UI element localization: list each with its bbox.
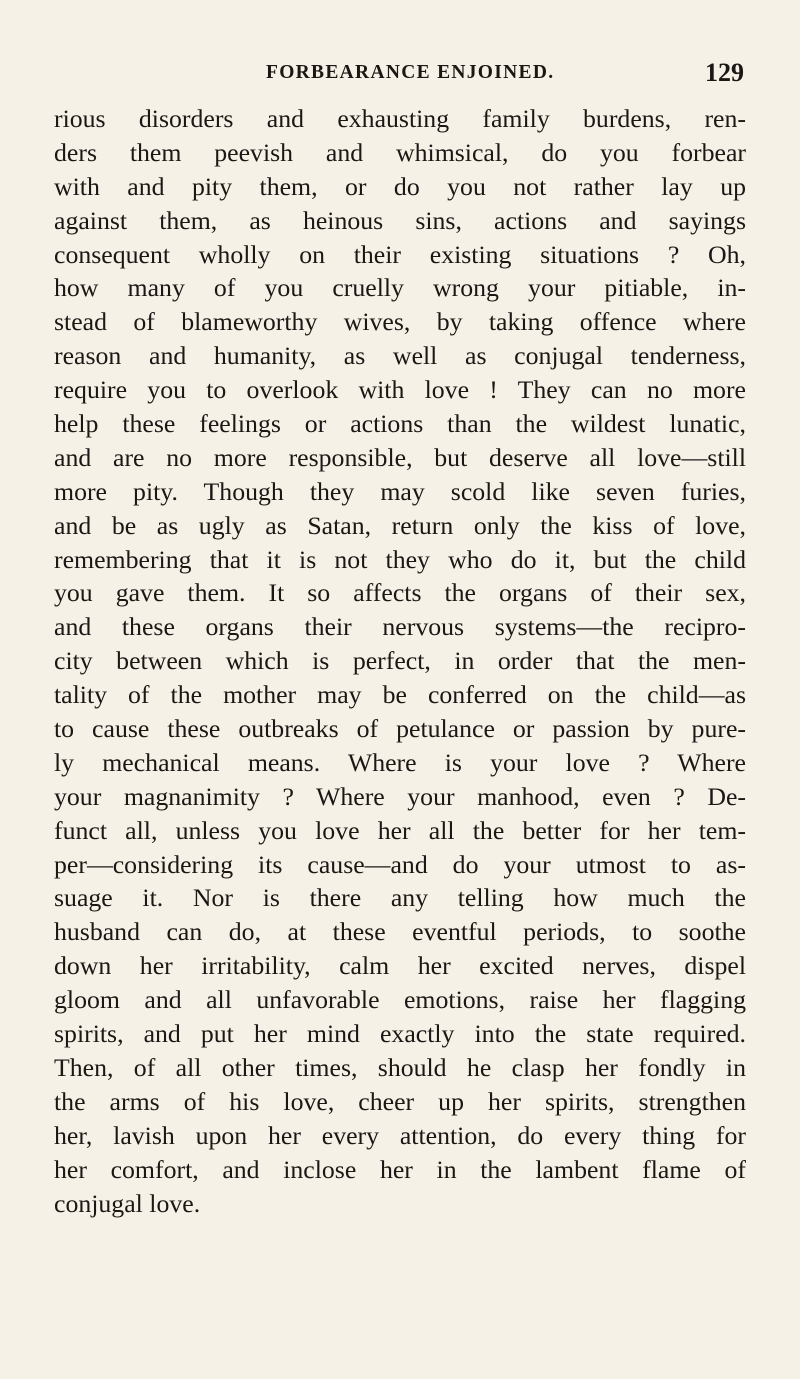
text-line: suage it. Nor is there any telling how much the	[54, 883, 746, 913]
text-line: the arms of his love, cheer up her spirits, strengthen	[54, 1086, 746, 1116]
running-header	[266, 58, 744, 90]
text-line: and these organs their nervous systems—the recipro-	[54, 612, 746, 642]
text-line: Then, of all other times, should he clasp her fondly in	[54, 1052, 746, 1082]
text-line: you gave them. It so affects the organs of their sex,	[54, 578, 746, 608]
text-line: require you to overlook with love ! They can no more	[54, 375, 746, 405]
text-line: how many of you cruelly wrong your pitiable, in-	[54, 273, 746, 303]
text-line: spirits, and put her mind exactly into the state required.	[54, 1019, 746, 1049]
text-line: husband can do, at these eventful periods, to soothe	[54, 917, 746, 947]
text-line: ders them peevish and whimsical, do you forbear	[54, 137, 746, 167]
text-line: consequent wholly on their existing situations ? Oh,	[54, 239, 746, 269]
page-number: 129	[705, 58, 744, 87]
text-line: help these feelings or actions than the wildest lunatic,	[54, 409, 746, 439]
text-line: conjugal love.	[54, 1188, 201, 1218]
running-title: FORBEARANCE ENJOINED.	[266, 62, 555, 83]
text-line: her comfort, and inclose her in the lambent flame of	[54, 1154, 746, 1184]
text-line: city between which is perfect, in order that the men-	[54, 646, 746, 676]
text-line: ly mechanical means. Where is your love ? Where	[54, 747, 746, 777]
text-line: down her irritability, calm her excited nerves, dispel	[54, 951, 746, 981]
text-line: to cause these outbreaks of petulance or passion by pure-	[54, 714, 746, 744]
text-line: per—considering its cause—and do your utmost to as-	[54, 849, 746, 879]
text-line: more pity. Though they may scold like seven furies,	[54, 476, 746, 506]
text-line: with and pity them, or do you not rather lay up	[54, 171, 746, 201]
text-line: your magnanimity ? Where your manhood, even ? De-	[54, 781, 746, 811]
text-line: reason and humanity, as well as conjugal tenderness,	[54, 341, 746, 371]
text-line: her, lavish upon her every attention, do every thing for	[54, 1120, 746, 1150]
text-line: remembering that it is not they who do it, but the child	[54, 544, 746, 574]
text-line: and are no more responsible, but deserve all love—still	[54, 442, 746, 472]
text-line: tality of the mother may be conferred on the child—as	[54, 680, 746, 710]
text-line: funct all, unless you love her all the better for her tem-	[54, 815, 746, 845]
text-line: against them, as heinous sins, actions and sayings	[54, 205, 746, 235]
text-line: stead of blameworthy wives, by taking offence where	[54, 307, 746, 337]
text-line: rious disorders and exhausting family burdens, ren-	[54, 104, 746, 133]
body-text	[54, 102, 746, 1220]
text-line: gloom and all unfavorable emotions, raise her flagging	[54, 985, 746, 1015]
text-line: and be as ugly as Satan, return only the kiss of love,	[54, 510, 746, 540]
